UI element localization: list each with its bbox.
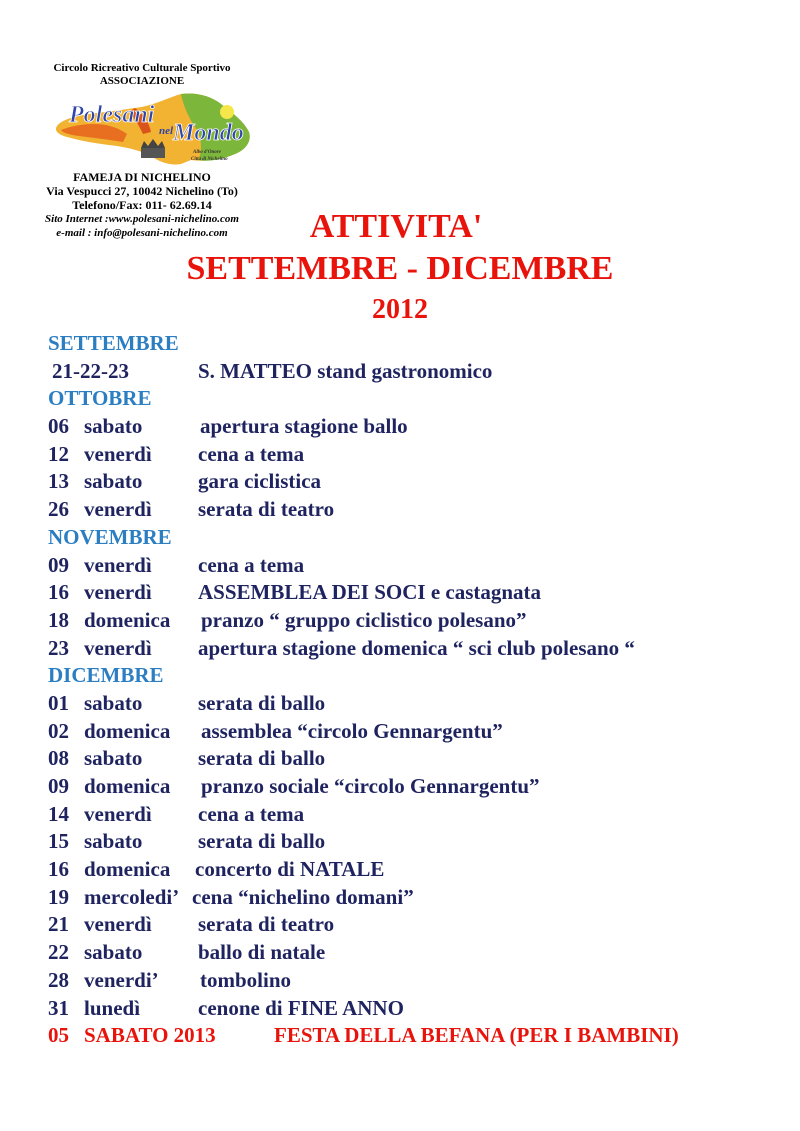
event-desc: ASSEMBLEA DEI SOCI e castagnata <box>198 580 542 605</box>
event-desc: serata di ballo <box>198 829 326 854</box>
org-line-fameja: FAMEJA DI NICHELINO <box>73 170 211 184</box>
event-day: 06 <box>48 414 69 439</box>
event-weekday: domenica <box>84 857 171 882</box>
org-phone: Telefono/Fax: 011- 62.69.14 <box>72 198 212 212</box>
logo-text-mondo: Mondo <box>173 120 244 146</box>
month-heading-ottobre: OTTOBRE <box>48 386 152 411</box>
polesani-map-logo-icon <box>31 90 253 168</box>
event-desc: cenone di FINE ANNO <box>198 995 404 1020</box>
event-desc: pranzo sociale “circolo Gennargentu” <box>201 774 540 798</box>
org-line-circolo: Circolo Ricreativo Culturale Sportivo <box>53 62 231 74</box>
event-desc: cena a tema <box>198 801 305 826</box>
event-desc: assemblea “circolo Gennargentu” <box>201 718 503 743</box>
event-day: 21 <box>48 912 69 937</box>
month-heading-novembre: NOVEMBRE <box>48 524 172 549</box>
logo-small-albo: Albo d'Onore <box>193 150 221 155</box>
list-item <box>48 496 788 524</box>
org-line-associazione: ASSOCIAZIONE <box>99 75 185 87</box>
event-desc: gara ciclistica <box>198 469 322 494</box>
list-item <box>48 718 788 746</box>
event-desc: FESTA DELLA BEFANA (PER I BAMBINI) <box>274 1023 679 1048</box>
list-item <box>48 801 788 829</box>
event-day: 26 <box>48 497 69 522</box>
crown-icon <box>141 139 165 158</box>
logo-text-polesani: Polesani <box>69 102 155 128</box>
event-desc: cena a tema <box>198 552 305 577</box>
list-item-befana <box>48 1022 788 1050</box>
event-desc: concerto di NATALE <box>195 857 385 882</box>
event-day: 14 <box>48 801 69 826</box>
association-logo <box>20 90 264 170</box>
month-heading-settembre: SETTEMBRE <box>48 331 179 355</box>
org-website: Sito Internet :www.polesani-nichelino.com <box>45 213 239 225</box>
event-desc: S. MATTEO stand gastronomico <box>198 358 493 383</box>
event-day: 28 <box>48 967 69 992</box>
event-weekday: sabato <box>84 746 143 771</box>
list-item <box>48 413 788 441</box>
event-weekday: venerdì <box>84 497 152 522</box>
list-item <box>48 967 788 995</box>
event-weekday: sabato <box>84 940 143 965</box>
event-weekday: venerdì <box>84 552 152 577</box>
event-day: 08 <box>48 746 69 771</box>
event-day: 16 <box>48 580 69 605</box>
list-item <box>48 828 788 856</box>
event-day: 15 <box>48 829 69 854</box>
event-weekday: domenica <box>84 718 171 743</box>
event-weekday: sabato <box>84 690 143 715</box>
event-desc: pranzo “ gruppo ciclistico polesano” <box>201 607 527 632</box>
activities-list <box>48 330 788 1050</box>
month-heading-dicembre: DICEMBRE <box>48 663 164 688</box>
logo-small-citta: Città di Nichelino <box>191 157 228 162</box>
event-desc: serata di teatro <box>198 912 335 937</box>
list-item <box>48 690 788 718</box>
event-day: 18 <box>48 607 69 632</box>
list-item <box>48 441 788 469</box>
list-item <box>48 939 788 967</box>
event-weekday: domenica <box>84 607 171 632</box>
org-email: e-mail : info@polesani-nichelino.com <box>56 227 228 239</box>
event-weekday: sabato <box>84 829 143 854</box>
event-weekday: domenica <box>84 774 171 798</box>
event-desc: apertura stagione ballo <box>200 414 408 439</box>
list-item <box>48 745 788 773</box>
list-item <box>48 468 788 496</box>
event-day: 02 <box>48 718 69 743</box>
event-day: 09 <box>48 552 69 577</box>
list-item <box>48 911 788 939</box>
event-weekday: lunedì <box>84 995 141 1020</box>
event-day: 01 <box>48 690 69 715</box>
title-year: 2012 <box>372 294 428 325</box>
event-desc: apertura stagione domenica “ sci club polesano “ <box>198 635 635 660</box>
event-day: 12 <box>48 441 69 466</box>
event-weekday: mercoledi’ <box>84 884 180 909</box>
list-item <box>48 607 788 635</box>
event-weekday: venerdì <box>84 441 152 466</box>
list-item <box>48 579 788 607</box>
event-weekday: sabato <box>84 414 143 439</box>
event-weekday: venerdì <box>84 580 152 605</box>
event-day: 19 <box>48 884 69 909</box>
list-item <box>48 773 788 801</box>
list-item <box>48 856 788 884</box>
list-item <box>48 995 788 1023</box>
event-weekday: sabato <box>84 469 143 494</box>
event-day: 21-22-23 <box>52 358 129 383</box>
event-desc: serata di ballo <box>198 690 326 715</box>
event-weekday: venerdì <box>84 912 152 937</box>
event-day: 23 <box>48 635 69 660</box>
event-desc: serata di teatro <box>198 497 335 522</box>
event-desc: cena a tema <box>198 441 305 466</box>
list-item <box>48 552 788 580</box>
event-weekday: SABATO 2013 <box>84 1023 216 1048</box>
list-item <box>48 884 788 912</box>
event-weekday: venerdì <box>84 635 152 660</box>
logo-text-nel: nel <box>159 125 174 137</box>
list-item <box>48 358 788 386</box>
event-desc: serata di ballo <box>198 746 326 771</box>
event-desc: ballo di natale <box>198 940 326 965</box>
event-day: 31 <box>48 995 69 1020</box>
list-item <box>48 635 788 663</box>
event-desc: cena “nichelino domani” <box>192 884 414 909</box>
event-day: 22 <box>48 940 69 965</box>
title-period: SETTEMBRE - DICEMBRE <box>186 250 614 287</box>
event-weekday: venerdi’ <box>84 967 159 992</box>
event-day: 16 <box>48 857 69 882</box>
title-attivita: ATTIVITA' <box>309 208 483 245</box>
event-weekday: venerdì <box>84 801 152 826</box>
event-day: 09 <box>48 774 69 798</box>
event-day: 13 <box>48 469 69 494</box>
org-address: Via Vespucci 27, 10042 Nichelino (To) <box>46 184 238 198</box>
event-day: 05 <box>48 1023 69 1048</box>
event-desc: tombolino <box>200 967 292 992</box>
